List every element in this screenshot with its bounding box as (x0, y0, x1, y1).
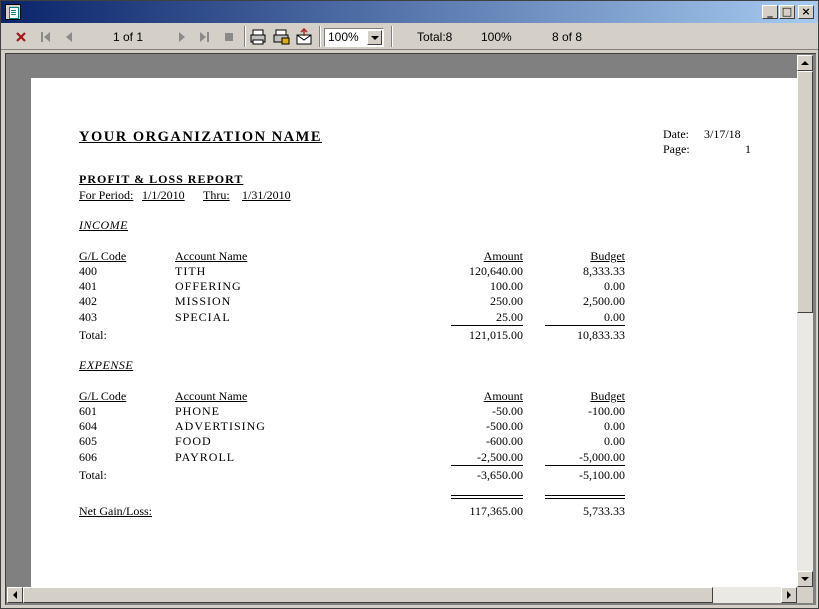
net-double-rule (545, 498, 625, 499)
budget: -5,000.00 (579, 450, 625, 464)
first-page-icon[interactable] (35, 27, 55, 47)
subtotal-rule (451, 325, 523, 326)
period-to: 1/31/2010 (242, 188, 291, 202)
print-setup-icon[interactable] (271, 27, 291, 47)
export-icon[interactable] (294, 27, 314, 47)
income-total-amount: 121,015.00 (469, 328, 523, 342)
account-name: FOOD (175, 434, 212, 448)
expense-total-amount: -3,650.00 (477, 468, 523, 482)
account-name: PHONE (175, 404, 221, 418)
account-name: MISSION (175, 294, 232, 308)
period-from: 1/1/2010 (142, 188, 185, 202)
scroll-left-button[interactable] (7, 587, 23, 603)
expense-total-budget: -5,100.00 (579, 468, 625, 482)
amount: 25.00 (496, 310, 523, 324)
income-header-name: Account Name (175, 249, 248, 263)
amount: -50.00 (492, 404, 523, 418)
page-label: Page: (663, 142, 690, 156)
scrollbar-corner (797, 587, 813, 603)
amount: -500.00 (486, 419, 523, 433)
report-title: PROFIT & LOSS REPORT (79, 172, 244, 186)
expense-header-budget: Budget (590, 389, 625, 403)
budget: 0.00 (604, 434, 625, 448)
income-header-code: G/L Code (79, 249, 127, 263)
account-name: ADVERTISING (175, 419, 266, 433)
chevron-down-icon[interactable] (367, 30, 382, 45)
report-preview-area (5, 53, 816, 605)
income-total-budget: 10,833.33 (577, 328, 625, 342)
next-page-icon[interactable] (172, 27, 192, 47)
stop-icon[interactable] (219, 27, 239, 47)
close-button[interactable]: × (798, 5, 814, 19)
date-value: 3/17/18 (704, 127, 741, 141)
scroll-down-button[interactable] (797, 571, 813, 587)
vertical-scrollbar[interactable] (797, 55, 813, 587)
income-header-budget: Budget (590, 249, 625, 263)
account-name: SPECIAL (175, 310, 231, 324)
expense-header-code: G/L Code (79, 389, 127, 403)
thru-label: Thru: (203, 188, 230, 202)
horizontal-scrollbar[interactable] (7, 587, 797, 603)
gl-code: 606 (79, 450, 97, 464)
page-value: 1 (745, 142, 751, 156)
report-page (31, 78, 803, 598)
gl-code: 401 (79, 279, 97, 293)
total-records: Total:8 (417, 30, 453, 44)
income-total-label: Total: (79, 328, 107, 342)
horizontal-scroll-thumb[interactable] (23, 587, 713, 603)
amount: -2,500.00 (477, 450, 523, 464)
records-read: 8 of 8 (552, 30, 583, 44)
amount: 100.00 (490, 279, 523, 293)
scroll-up-button[interactable] (797, 55, 813, 71)
gl-code: 402 (79, 294, 97, 308)
last-page-icon[interactable] (195, 27, 215, 47)
maximize-button[interactable]: □ (779, 5, 795, 19)
gl-code: 604 (79, 419, 97, 433)
toolbar (1, 23, 818, 50)
vertical-scroll-thumb[interactable] (797, 71, 813, 313)
budget: 0.00 (604, 419, 625, 433)
gl-code: 403 (79, 310, 97, 324)
subtotal-rule (545, 325, 625, 326)
expense-header-name: Account Name (175, 389, 248, 403)
net-double-rule (451, 495, 523, 496)
net-double-rule (451, 498, 523, 499)
percent-complete: 100% (481, 30, 512, 44)
gl-code: 400 (79, 264, 97, 278)
net-gain-loss-label: Net Gain/Loss: (79, 504, 152, 518)
title-bar[interactable] (1, 1, 818, 23)
scroll-right-button[interactable] (781, 587, 797, 603)
amount: 250.00 (490, 294, 523, 308)
net-double-rule (545, 495, 625, 496)
zoom-value: 100% (328, 30, 359, 44)
net-budget: 5,733.33 (583, 504, 625, 518)
amount: -600.00 (486, 434, 523, 448)
expense-header-amount: Amount (483, 389, 523, 403)
app-icon[interactable] (5, 4, 21, 20)
budget: 8,333.33 (583, 264, 625, 278)
expense-total-label: Total: (79, 468, 107, 482)
organization-name: YOUR ORGANIZATION NAME (79, 129, 322, 145)
income-heading: INCOME (79, 218, 128, 232)
zoom-select[interactable] (324, 28, 384, 47)
budget: 0.00 (604, 279, 625, 293)
page-indicator: 1 of 1 (113, 30, 144, 44)
close-report-icon[interactable] (11, 27, 31, 47)
account-name: OFFERING (175, 279, 242, 293)
toolbar-separator (319, 26, 321, 47)
previous-page-icon[interactable] (59, 27, 79, 47)
minimize-button[interactable]: _ (762, 5, 778, 19)
amount: 120,640.00 (469, 264, 523, 278)
account-name: TITH (175, 264, 207, 278)
budget: -100.00 (588, 404, 625, 418)
income-header-amount: Amount (483, 249, 523, 263)
date-label: Date: (663, 127, 689, 141)
subtotal-rule (451, 465, 523, 466)
toolbar-separator (391, 26, 393, 47)
gl-code: 601 (79, 404, 97, 418)
net-amount: 117,365.00 (469, 504, 523, 518)
toolbar-separator (244, 26, 246, 47)
budget: 0.00 (604, 310, 625, 324)
account-name: PAYROLL (175, 450, 236, 464)
subtotal-rule (545, 465, 625, 466)
period-label: For Period: (79, 188, 134, 202)
expense-heading: EXPENSE (79, 358, 134, 372)
gl-code: 605 (79, 434, 97, 448)
print-icon[interactable] (248, 27, 268, 47)
budget: 2,500.00 (583, 294, 625, 308)
